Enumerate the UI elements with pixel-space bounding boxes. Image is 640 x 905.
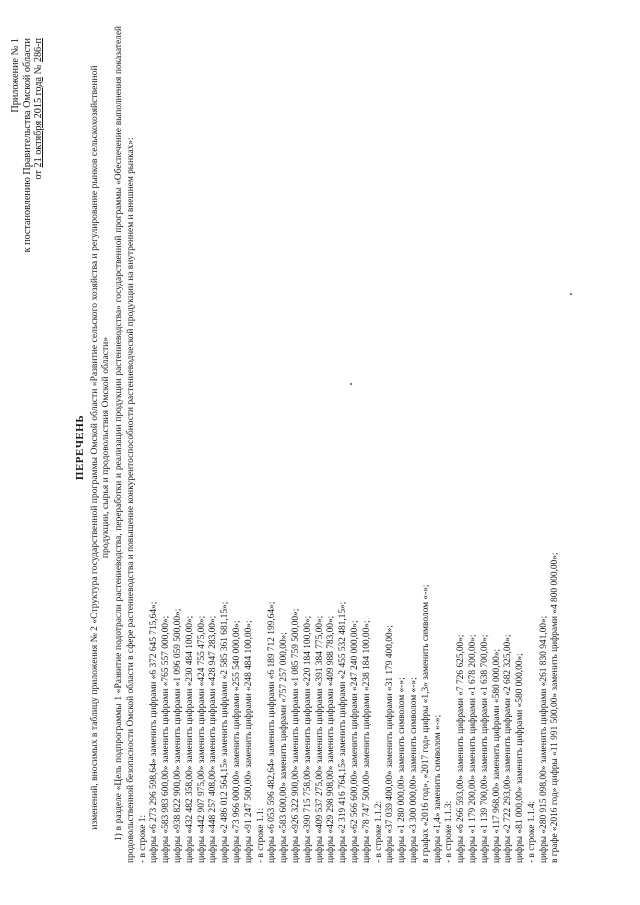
change-entry: - в строке 1.1: <box>255 807 266 863</box>
change-entry: цифры «938 822 900,00» заменить цифрами «1 096 059 500,00»; <box>172 608 183 863</box>
change-entry: цифры «926 322 900,00» заменить цифрами «1 085 759 500,00»; <box>290 608 301 863</box>
change-entry: цифры «2 722 293,00» заменить цифрами «2 682 325,00»; <box>503 634 514 863</box>
change-entry: цифры «37 039 400,00» заменить цифрами «31 179 400,00»; <box>385 625 396 863</box>
change-entry: цифры «73 966 000,00» заменить цифрами «255 540 000,00»; <box>231 620 242 863</box>
change-entry: цифры «1,4» заменить символом «-»; <box>432 714 443 863</box>
change-list <box>138 26 563 863</box>
change-entry: цифры «91 247 500,00» заменить цифрами «248 484 100,00»; <box>243 620 254 863</box>
change-entry: - в строке 1.1.2: <box>373 800 384 863</box>
change-entry: цифры «429 298 908,00» заменить цифрами «409 988 783,00»; <box>326 615 337 863</box>
appendix-date-prefix: от <box>33 170 44 180</box>
change-entry: цифры «2 319 416 764,15» заменить цифрами «2 455 532 481,15»; <box>338 601 349 863</box>
appendix-number: Приложение № 1 <box>10 38 21 113</box>
change-entry: цифры «6 273 296 598,64» заменить цифрами «6 372 645 715,64»; <box>149 601 160 863</box>
change-entry: цифры «448 257 408,00» заменить цифрами «428 947 283,00»; <box>208 615 219 863</box>
change-entry: цифры «1 179 200,00» заменить цифрами «1 678 200,00»; <box>467 634 478 863</box>
change-entry: цифры «3 300 000,00» заменить символом «-»; <box>408 677 419 863</box>
document-subtitle: изменений, вносимых в таблицу приложения № 2 «Структура государственной программы Омской области «Развитие сельского хозяйства и регулирование рынков сельскохозяйственной продукции, сырья и продовольствия Омской области» <box>89 65 112 830</box>
change-entry: цифры «583 600,00» заменить цифрами «757 257 000,00»; <box>279 632 290 863</box>
appendix-date: 21 октября 2015 года <box>33 76 44 168</box>
change-entry: цифры «6 053 596 482,64» заменить цифрами «6 189 712 199,64»; <box>267 601 278 863</box>
intro-paragraph: 1) в разделе «Цель подпрограммы 1 «Развитие подотрасли растениеводства, переработки и реализации продукции растениеводства» государственной программы «Обеспечение выполнения показателей продовольственной безопасности Омской области в сфере растениеводства и повышение конкурентоспособности растениеводческой продукции на внутреннем и внешнем рынках»: <box>114 26 136 863</box>
change-entry: - в строке 1: <box>137 814 148 863</box>
change-entry: цифры «2 486 012 564,15» заменить цифрами «2 585 361 681,15»; <box>220 601 231 863</box>
change-entry: цифры «583 983 600,00» заменить цифрами «765 557 000,00»; <box>161 615 172 863</box>
title-block <box>74 30 111 865</box>
scan-artifact <box>570 293 572 295</box>
change-entry: цифры «6 266 593,00» заменить цифрами «7 726 625,00»; <box>456 634 467 863</box>
appendix-no-label: № <box>33 64 44 75</box>
document-title: ПЕРЕЧЕНЬ <box>74 414 86 481</box>
change-entry: в графах «2016 год», «2017 год» цифры «1,3» заменить символом «-»; <box>420 584 431 863</box>
change-entry: цифры «1 139 700,00» заменить цифрами «1 638 700,00»; <box>479 634 490 863</box>
change-entry: - в строке 1.1.4: <box>526 800 537 863</box>
change-entry: цифры «390 715 758,00» заменить цифрами «220 184 100,00»; <box>302 615 313 863</box>
change-entry: цифры «1 280 000,00» заменить символом «-»; <box>397 677 408 863</box>
appendix-header <box>10 38 45 252</box>
scan-artifact <box>350 383 352 385</box>
change-entry: цифры «442 907 975,00» заменить цифрами «424 755 475,00»; <box>196 615 207 863</box>
change-entry: цифры «280 915 098,00» заменить цифрами «261 830 941,00»; <box>538 615 549 863</box>
change-entry: цифры «432 482 358,00» заменить цифрами «230 484 100,00»; <box>184 615 195 863</box>
appendix-no: 286-п <box>33 38 44 63</box>
appendix-date-line <box>33 38 45 252</box>
change-entry: цифры «62 566 600,00» заменить цифрами «247 240 000,00»; <box>349 620 360 863</box>
change-entry: - в строке 1.1.3: <box>444 800 455 863</box>
change-entry: цифры «78 747 500,00» заменить цифрами «238 184 100,00»; <box>361 620 372 863</box>
change-entry: цифры «81 000,00» заменить цифрами «580 000,00»; <box>515 653 526 863</box>
appendix-reference: к постановлению Правительства Омской области <box>21 38 33 253</box>
change-entry: цифры «409 537 275,00» заменить цифрами «391 384 775,00»; <box>314 615 325 863</box>
document-body <box>114 26 562 863</box>
change-entry: цифры «117 968,00» заменить цифрами «580 000,00»; <box>491 648 502 863</box>
change-entry: в графе «2016 год» цифры «11 991 500,00» заменить цифрами «4 800 000,00»; <box>550 552 561 863</box>
